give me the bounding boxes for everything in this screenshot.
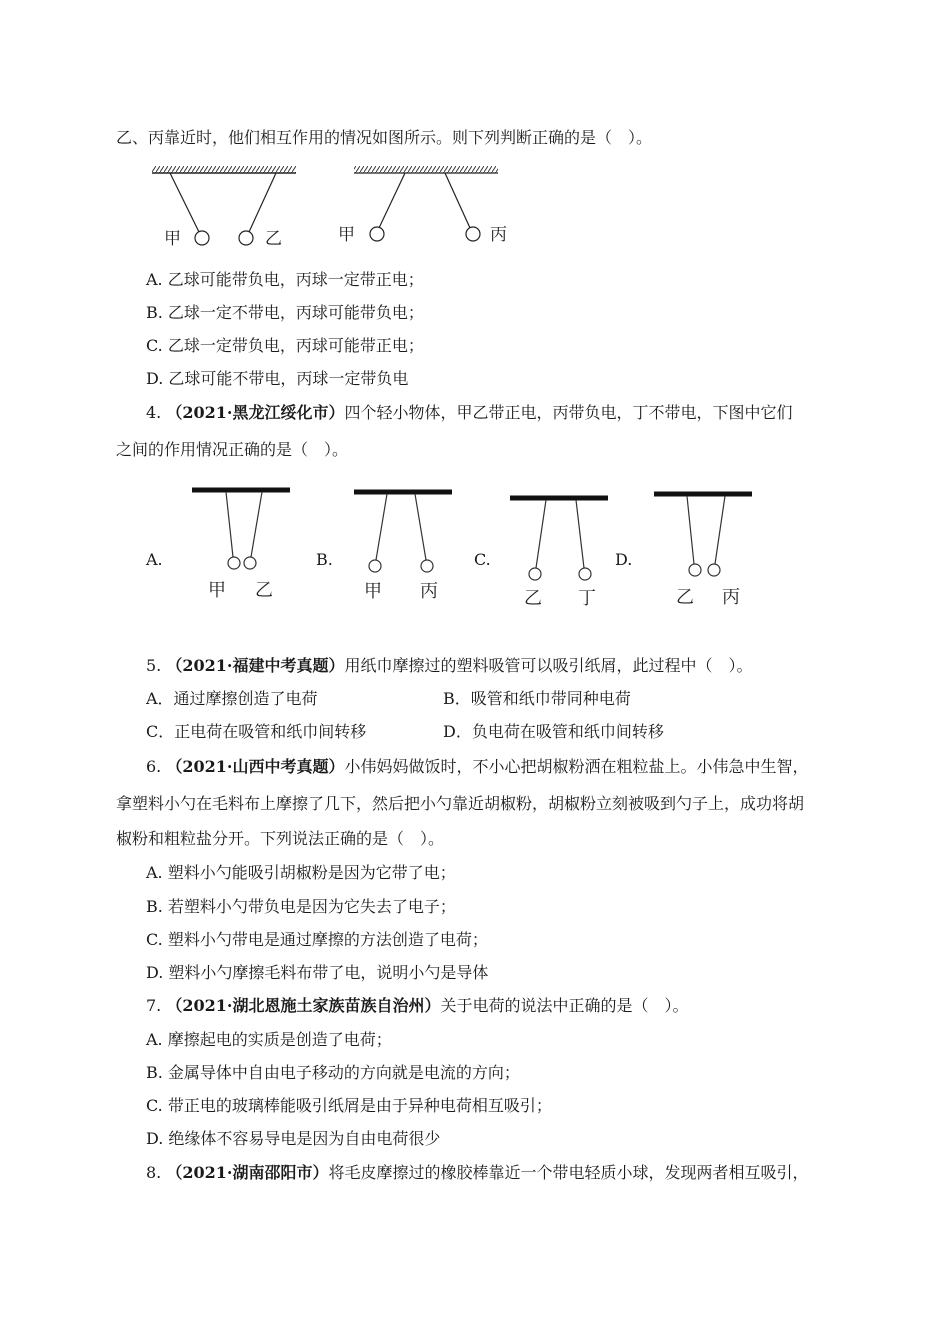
- ball-b-jia: [369, 560, 381, 572]
- thread-b-left: [376, 494, 387, 560]
- label-yi: 乙: [265, 229, 282, 249]
- q6-stem-line1: [146, 757, 808, 777]
- label-jia-right: 甲: [338, 225, 355, 245]
- ball-yi: [239, 231, 253, 245]
- q5-number: 5.: [146, 656, 162, 675]
- thread-bing: [445, 173, 470, 228]
- q4-stem-line1: [146, 403, 792, 423]
- ceiling-left: [152, 166, 296, 173]
- ball-b-bing: [421, 560, 433, 572]
- q3-option-c: C. 乙球一定带负电，丙球可能带正电；: [146, 336, 424, 355]
- q3-left-setup: [152, 166, 296, 249]
- q4-source: （2021·黑龙江绥化市）: [166, 403, 345, 422]
- ball-c-yi: [529, 568, 541, 580]
- ball-jia-right: [370, 227, 384, 241]
- q6-option-d: D. 塑料小勺摩擦毛料布带了电，说明小勺是导体: [146, 963, 489, 982]
- q6-stem-line2: 拿塑料小勺在毛料布上摩擦了几下，然后把小勺靠近胡椒粉，胡椒粉立刻被吸到勺子上，成功将胡: [116, 794, 805, 813]
- label-bing: 丙: [490, 225, 507, 245]
- q6-option-b: B. 若塑料小勺带负电是因为它失去了电子；: [146, 897, 456, 916]
- q5-option-b: B．吸管和纸巾带同种电荷: [443, 689, 631, 708]
- q5-option-c: C．正电荷在吸管和纸巾间转移: [146, 722, 367, 741]
- ball-c-ding: [579, 568, 591, 580]
- q4-figure-b: [352, 484, 457, 604]
- q4-figure-c: [508, 484, 613, 606]
- q7-number: 7.: [146, 996, 162, 1015]
- thread-c-left: [536, 500, 546, 568]
- ball-a-yi: [244, 557, 256, 569]
- label-d-yi: 乙: [676, 587, 694, 606]
- label-c-yi: 乙: [524, 588, 542, 606]
- q7-option-b: B. 金属导体中自由电子移动的方向就是电流的方向；: [146, 1063, 520, 1082]
- label-c-ding: 丁: [578, 588, 596, 606]
- q3-figure: [140, 160, 520, 255]
- thread-b-right: [415, 494, 426, 560]
- q5-stem: [146, 656, 752, 676]
- q3-option-b: B. 乙球一定不带电，丙球可能带负电；: [146, 303, 424, 322]
- q4-fig-c-letter: C.: [474, 550, 491, 569]
- q8-stem: [146, 1163, 808, 1183]
- label-b-bing: 丙: [420, 581, 438, 602]
- q7-option-c: C. 带正电的玻璃棒能吸引纸屑是由于异种电荷相互吸引；: [146, 1096, 552, 1115]
- thread-jia-right: [379, 173, 405, 228]
- q8-source: （2021·湖南邵阳市）: [166, 1163, 329, 1182]
- thread-a-left: [226, 492, 233, 557]
- q3-stem: 乙、丙靠近时，他们相互作用的情况如图所示。则下列判断正确的是（ ）。: [116, 128, 653, 147]
- q6-option-a: A. 塑料小勺能吸引胡椒粉是因为它带了电；: [146, 863, 456, 882]
- thread-jia-left: [170, 173, 199, 232]
- ball-d-yi: [689, 564, 701, 576]
- q4-stem-text: 四个轻小物体，甲乙带正电，丙带负电，丁不带电，下图中它们: [344, 403, 793, 422]
- label-d-bing: 丙: [722, 587, 740, 606]
- ceiling-right: [354, 166, 498, 173]
- ball-jia-left: [195, 231, 209, 245]
- q4-fig-a-letter: A.: [146, 550, 163, 569]
- q4-figure-a: [190, 484, 295, 604]
- q4-fig-b-letter: B.: [316, 550, 333, 569]
- q4-fig-d-letter: D.: [615, 550, 633, 569]
- thread-d-left: [687, 496, 694, 564]
- q3-option-d: D. 乙球可能不带电，丙球一定带负电: [146, 369, 409, 388]
- q4-figure-d: [652, 484, 757, 606]
- q7-stem: [146, 996, 688, 1016]
- ball-a-jia: [228, 557, 240, 569]
- q7-option-d: D. 绝缘体不容易导电是因为自由电荷很少: [146, 1129, 441, 1148]
- thread-a-right: [251, 492, 262, 557]
- q7-stem-text: 关于电荷的说法中正确的是（ ）。: [440, 996, 689, 1015]
- label-a-yi: 乙: [255, 580, 273, 601]
- thread-yi: [249, 173, 276, 232]
- ball-d-bing: [708, 564, 720, 576]
- q5-option-d: D．负电荷在吸管和纸巾间转移: [443, 722, 664, 741]
- q6-stem-line3: 椒粉和粗粒盐分开。下列说法正确的是（ ）。: [116, 829, 445, 848]
- q8-stem-text: 将毛皮摩擦过的橡胶棒靠近一个带电轻质小球，发现两者相互吸引，: [328, 1163, 809, 1182]
- label-jia-left: 甲: [164, 229, 181, 249]
- q8-number: 8.: [146, 1163, 162, 1182]
- q6-option-c: C. 塑料小勺带电是通过摩擦的方法创造了电荷；: [146, 930, 488, 949]
- label-b-jia: 甲: [364, 581, 382, 602]
- q6-source: （2021·山西中考真题）: [166, 757, 345, 776]
- thread-d-right: [715, 496, 725, 564]
- label-a-jia: 甲: [208, 580, 226, 601]
- q4-stem-line2: 之间的作用情况正确的是（ ）。: [116, 440, 349, 459]
- thread-c-right: [576, 500, 584, 568]
- ball-bing: [466, 227, 480, 241]
- q6-number: 6.: [146, 757, 162, 776]
- q5-stem-text: 用纸巾摩擦过的塑料吸管可以吸引纸屑，此过程中（ ）。: [344, 656, 753, 675]
- q7-source: （2021·湖北恩施土家族苗族自治州）: [166, 996, 441, 1015]
- q3-right-setup: [338, 166, 507, 245]
- q5-option-a: A．通过摩擦创造了电荷: [146, 689, 318, 708]
- q3-option-a: A. 乙球可能带负电，丙球一定带正电；: [146, 270, 424, 289]
- q4-number: 4.: [146, 403, 162, 422]
- q5-source: （2021·福建中考真题）: [166, 656, 345, 675]
- q7-option-a: A. 摩擦起电的实质是创造了电荷；: [146, 1030, 392, 1049]
- q6-stem-text: 小伟妈妈做饭时，不小心把胡椒粉洒在粗粒盐上。小伟急中生智，: [344, 757, 809, 776]
